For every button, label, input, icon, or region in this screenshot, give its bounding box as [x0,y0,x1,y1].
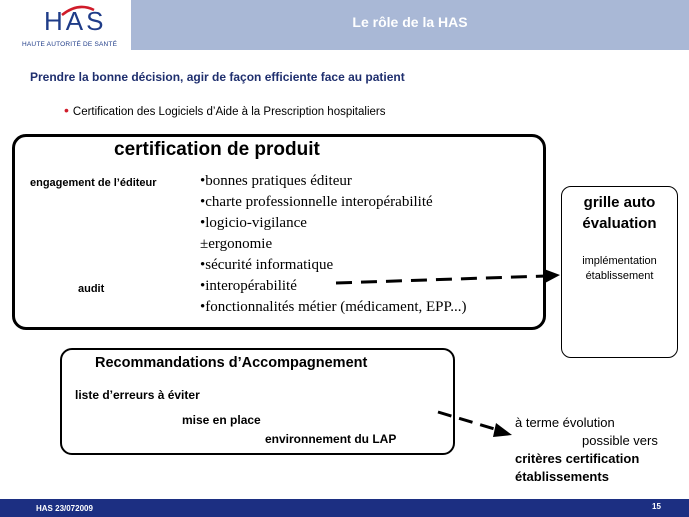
evolution-line-1: à terme évolution [515,415,615,430]
slide-subtitle: Prendre la bonne décision, agir de façon efficiente face au patient [30,70,405,84]
arrowhead-to-evolution-icon [493,423,512,437]
evolution-line-2: possible vers [582,433,658,448]
list-item: •charte professionnelle interopérabilité [200,194,433,210]
list-item: •sécurité informatique [200,257,334,273]
audit-label: audit [78,283,105,295]
footer-bar [0,499,689,517]
logo-tagline: HAUTE AUTORITÉ DE SANTÉ [22,41,118,48]
evolution-line-4: établissements [515,469,609,484]
dashed-arrow-to-grille [336,276,546,283]
recommandations-line-3: environnement du LAP [265,432,397,446]
list-item: •logicio-vigilance [200,215,307,231]
slide-title: Le rôle de la HAS [352,14,468,30]
footer-date: HAS 23/072009 [36,504,93,513]
recommandations-line-2: mise en place [182,413,261,427]
bullet-dot-icon: • [64,102,69,118]
dashed-arrow-to-evolution [438,412,498,430]
bullet-text: Certification des Logiciels d’Aide à la Prescription hospitaliers [72,106,386,118]
grille-subtitle: implémentation établissement [582,255,657,282]
list-item: •fonctionnalités métier (médicament, EPP...) [200,299,467,315]
page-number: 15 [652,502,661,511]
list-item: •bonnes pratiques éditeur [200,173,352,189]
recommandations-line-1: liste d’erreurs à éviter [75,388,200,402]
engagement-label: engagement de l’éditeur [30,177,157,189]
logo-word: HAS [44,6,107,36]
certification-title: certification de produit [114,139,320,160]
list-item: •interopérabilité [200,278,297,294]
evolution-line-3: critères certification [515,451,640,466]
arrowhead-to-grille-icon [544,269,560,283]
grille-title: grille auto évaluation [582,194,657,232]
recommandations-title: Recommandations d’Accompagnement [95,355,368,371]
list-item: ±ergonomie [200,236,273,252]
